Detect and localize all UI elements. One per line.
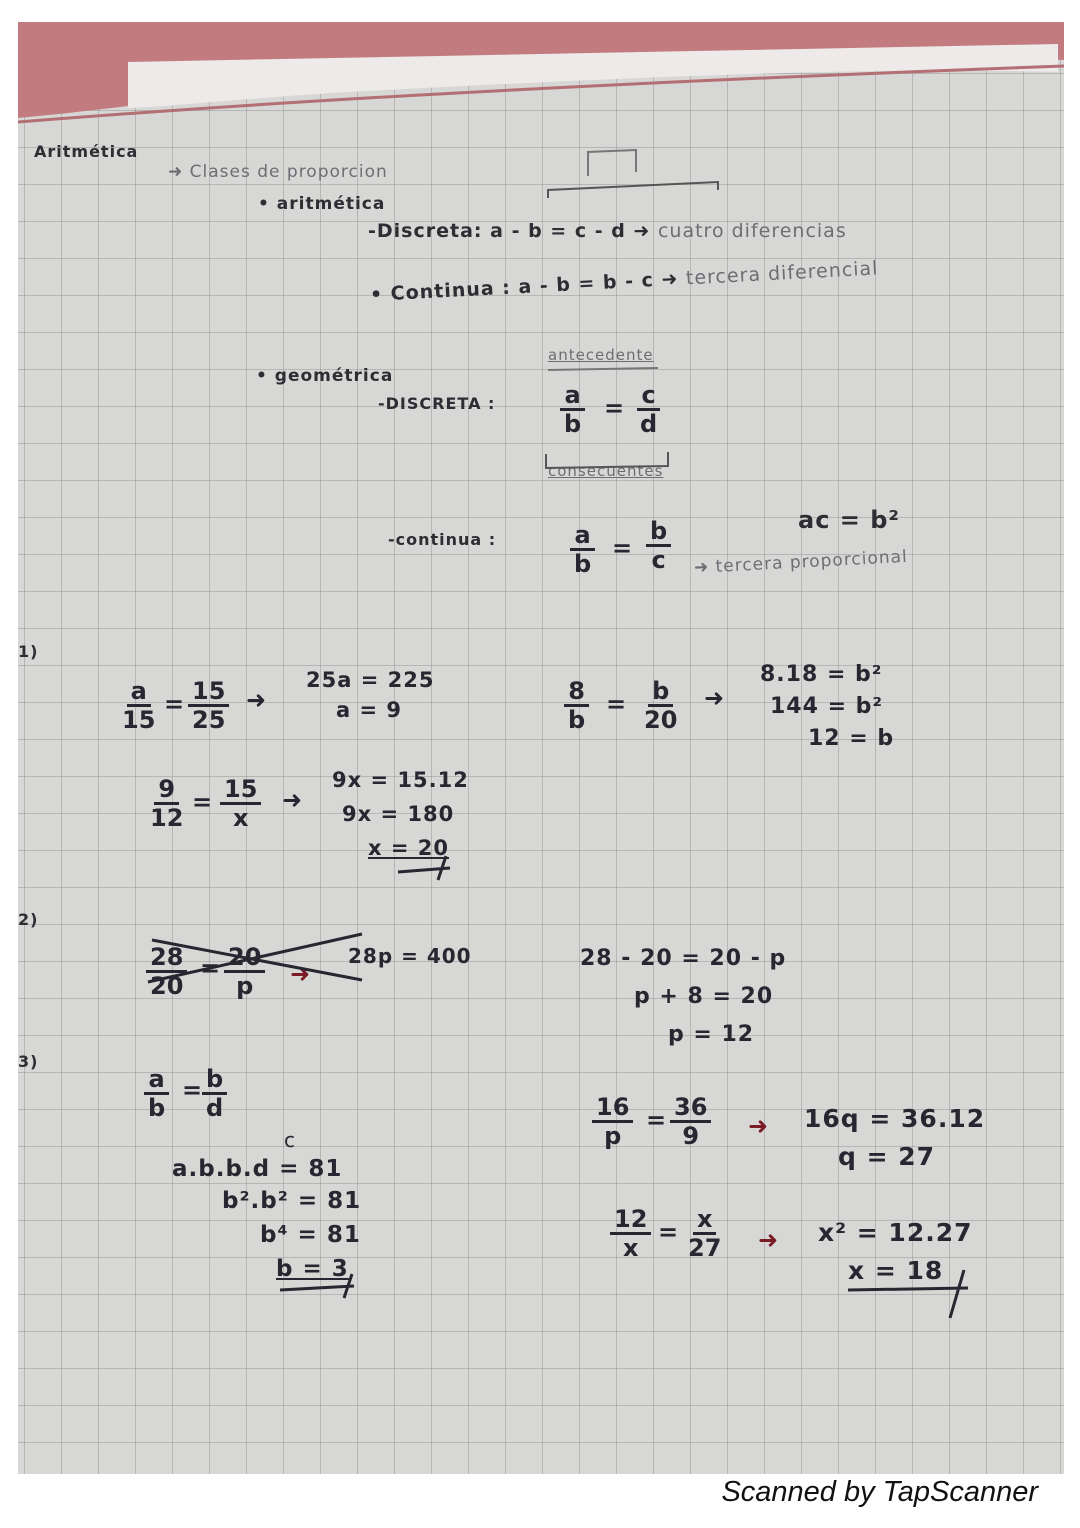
e1c-frac-right: $\frac{15}{x}$ xyxy=(220,776,261,831)
e3-line-1: a.b.b.d = 81 xyxy=(172,1156,343,1182)
e3c-result-2: x = 18 xyxy=(848,1256,944,1285)
arrow-icon: ➜ xyxy=(758,1226,779,1254)
equals-sign: = xyxy=(658,1218,679,1246)
exercise-1-label: 1) xyxy=(18,642,39,661)
e3c-frac-left: $\frac{12}{x}$ xyxy=(610,1206,651,1261)
e2a-result-1: 28p = 400 xyxy=(348,944,472,968)
arrow-icon: ➜ xyxy=(282,786,303,814)
equals-sign: = xyxy=(200,954,221,982)
e1b-frac-right: $\frac{b}{20}$ xyxy=(644,677,678,734)
e2a-frac-left: $\frac{28}{20}$ xyxy=(146,944,187,999)
e1a-result-2: a = 9 xyxy=(336,698,403,722)
geo-discrete-label: -DISCRETA : xyxy=(378,394,496,413)
exercise-3-label: 3) xyxy=(18,1052,39,1071)
geo-continuous-product: ac = b² xyxy=(798,506,900,534)
notebook-page xyxy=(18,22,1064,1474)
arith-continuous: • Continua : a - b = b - c ➜ tercera diferencial xyxy=(369,257,879,306)
e1a-frac-right: $\frac{15}{25}$ xyxy=(188,678,229,733)
e1c-result-3: x = 20 xyxy=(368,836,449,860)
e3b-result-2: q = 27 xyxy=(838,1142,936,1171)
e1b-result-1: 8.18 = b² xyxy=(760,662,883,687)
e1c-result-2: 9x = 180 xyxy=(342,802,455,826)
e1a-result-1: 25a = 225 xyxy=(306,668,435,692)
geo-continuous-label: -continua : xyxy=(388,530,497,549)
arith-discrete: -Discreta: a - b = c - d ➜ cuatro diferencias xyxy=(368,220,847,242)
equals-sign: = xyxy=(182,1076,203,1104)
equals-sign: = xyxy=(646,1106,667,1134)
e3b-frac-left: $\frac{16}{p}$ xyxy=(592,1094,633,1149)
e3-c-mark: c xyxy=(284,1128,296,1152)
arrow-icon: ➜ xyxy=(748,1112,769,1140)
e3-line-4: b = 3 xyxy=(276,1256,349,1282)
e3a-frac-right: $\frac{b}{d}$ xyxy=(202,1066,227,1121)
geo-label: • geométrica xyxy=(256,366,394,386)
e2a-frac-right: $\frac{20}{p}$ xyxy=(224,944,265,999)
e1a-frac-left: $\frac{a}{15}$ xyxy=(122,677,156,734)
arrow-icon: ➜ xyxy=(704,684,725,712)
e1b-frac-left: $\frac{8}{b}$ xyxy=(564,678,589,733)
e3-line-3: b⁴ = 81 xyxy=(260,1222,361,1248)
arith-label: • aritmética xyxy=(258,194,386,214)
equals-sign: = xyxy=(612,534,633,562)
geo-continuous-frac-right: $\frac{b}{c}$ xyxy=(646,518,671,573)
geo-continuous-note: ➜ tercera proporcional xyxy=(693,546,909,578)
e3c-result-1: x² = 12.27 xyxy=(818,1218,973,1247)
equals-sign: = xyxy=(164,690,185,718)
arrow-icon: ➜ xyxy=(290,960,311,988)
arrow-icon: ➜ xyxy=(246,686,267,714)
e3b-result-1: 16q = 36.12 xyxy=(804,1104,986,1133)
antecedents-label: antecedente xyxy=(548,346,654,364)
e2b-result-2: p + 8 = 20 xyxy=(634,984,774,1009)
e3b-frac-right: $\frac{36}{9}$ xyxy=(670,1094,711,1149)
pen-strokes xyxy=(18,22,1064,1474)
equals-sign: = xyxy=(192,788,213,816)
consequents-label: consecuentes xyxy=(548,462,664,480)
e1b-result-2: 144 = b² xyxy=(770,694,884,719)
e3-line-2: b².b² = 81 xyxy=(222,1188,362,1214)
e2b-result-1: 28 - 20 = 20 - p xyxy=(580,946,787,971)
exercise-2-label: 2) xyxy=(18,910,39,929)
e1c-result-1: 9x = 15.12 xyxy=(332,768,469,792)
e1b-result-3: 12 = b xyxy=(808,726,895,751)
e2b-result-3: p = 12 xyxy=(668,1022,755,1047)
geo-discrete-frac-right: $\frac{c}{d}$ xyxy=(636,382,661,437)
geo-discrete-frac-left: $\frac{a}{b}$ xyxy=(560,382,585,437)
notes-heading: Aritmética xyxy=(34,142,139,161)
e3c-frac-right: $\frac{x}{27}$ xyxy=(688,1205,722,1262)
equals-sign: = xyxy=(604,394,625,422)
equals-sign: = xyxy=(606,690,627,718)
geo-continuous-frac-left: $\frac{a}{b}$ xyxy=(570,522,595,577)
e1c-frac-left: $\frac{9}{12}$ xyxy=(150,775,184,832)
e3a-frac-left: $\frac{a}{b}$ xyxy=(144,1066,169,1121)
scanner-credit: Scanned by TapScanner xyxy=(721,1476,1038,1508)
notes-subheading: ➜ Clases de proporcion xyxy=(168,162,388,182)
